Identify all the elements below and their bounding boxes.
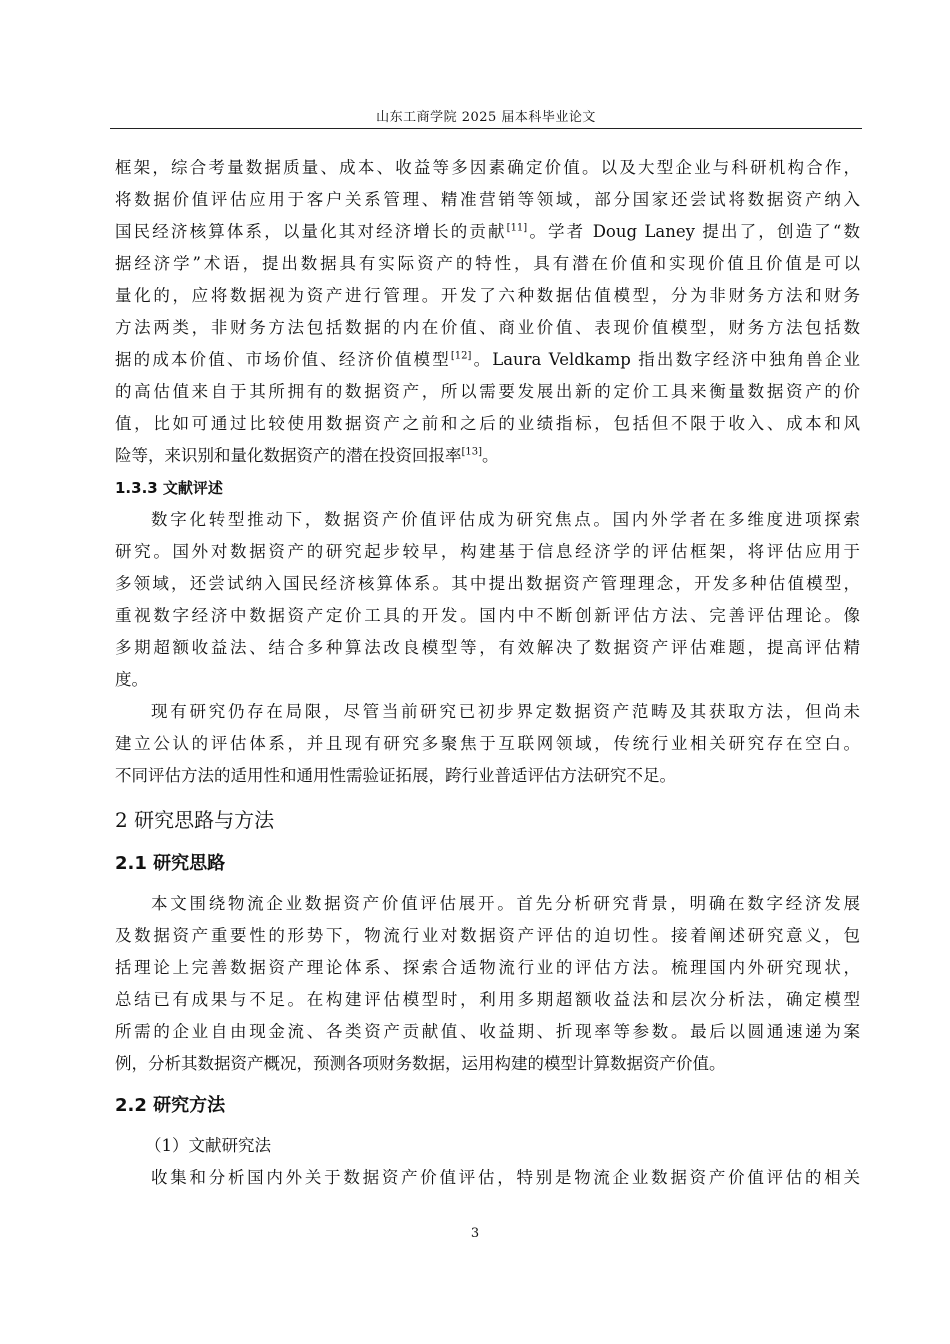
citation-ref: [13] xyxy=(461,446,483,458)
text-line: 度。 xyxy=(115,670,148,689)
text-run: 国民经济核算体系，以量化其对经济增长的贡献 xyxy=(115,222,507,241)
citation-ref: [11] xyxy=(506,222,528,234)
text-run: 。 xyxy=(482,446,499,465)
paragraph xyxy=(115,696,860,792)
text-line: 量化的，应将数据视为资产进行管理。开发了六种数据估值模型，分为非财务方法和财务 xyxy=(115,286,860,305)
page-number: 3 xyxy=(470,1226,480,1241)
running-header: 山东工商学院 2025 届本科毕业论文 xyxy=(376,110,596,125)
text-line: 的高估值来自于其所拥有的数据资产，所以需要发展出新的定价工具来衡量数据资产的价 xyxy=(115,382,860,401)
text-line: 本文围绕物流企业数据资产价值评估展开。首先分析研究背景，明确在数字经济发展 xyxy=(151,894,860,913)
text-line: 收集和分析国内外关于数据资产价值评估，特别是物流企业数据资产价值评估的相关 xyxy=(151,1168,860,1187)
text-line xyxy=(115,344,860,376)
paragraph xyxy=(115,504,860,696)
chapter-heading-2: 2 研究思路与方法 xyxy=(115,808,275,832)
text-line xyxy=(115,216,860,248)
text-line: 框架，综合考量数据质量、成本、收益等多因素确定价值。以及大型企业与科研机构合作， xyxy=(115,158,860,177)
text-line: 重视数字经济中数据资产定价工具的开发。国内中不断创新评估方法、完善评估理论。像 xyxy=(115,606,860,625)
paragraph-continued xyxy=(115,152,860,472)
text-run: 险等，来识别和量化数据资产的潜在投资回报率 xyxy=(115,446,462,465)
text-line: 现有研究仍存在局限，尽管当前研究已初步界定数据资产范畴及其获取方法，但尚未 xyxy=(151,702,860,721)
text-run: 据的成本价值、市场价值、经济价值模型 xyxy=(115,350,451,369)
section-heading-2-1: 2.1 研究思路 xyxy=(115,853,226,874)
text-line: 将数据价值评估应用于客户关系管理、精准营销等领域，部分国家还尝试将数据资产纳入 xyxy=(115,190,860,209)
text-line: 值，比如可通过比较使用数据资产之前和之后的业绩指标，包括但不限于收入、成本和风 xyxy=(115,414,860,433)
header-rule xyxy=(110,128,862,129)
text-line: 据经济学”术语，提出数据具有实际资产的特性，具有潜在价值和实现价值且价值是可以 xyxy=(115,254,860,273)
citation-ref: [12] xyxy=(450,350,472,362)
paragraph xyxy=(115,888,860,1080)
text-line: 例，分析其数据资产概况，预测各项财务数据，运用构建的模型计算数据资产价值。 xyxy=(115,1054,726,1073)
text-line: 总结已有成果与不足。在构建评估模型时，利用多期超额收益法和层次分析法，确定模型 xyxy=(115,990,860,1009)
paragraph xyxy=(115,1130,860,1194)
text-run: 。Laura Veldkamp 指出数字经济中独角兽企业 xyxy=(471,350,861,369)
text-line: 多领域，还尝试纳入国民经济核算体系。其中提出数据资产管理理念，开发多种估值模型， xyxy=(115,574,860,593)
text-line: 多期超额收益法、结合多种算法改良模型等，有效解决了数据资产评估难题，提高评估精 xyxy=(115,638,860,657)
text-line: 所需的企业自由现金流、各类资产贡献值、收益期、折现率等参数。最后以圆通速递为案 xyxy=(115,1022,860,1041)
text-line: 不同评估方法的适用性和通用性需验证拓展，跨行业普适评估方法研究不足。 xyxy=(115,766,676,785)
text-line: 括理论上完善数据资产理论体系、探索合适物流行业的评估方法。梳理国内外研究现状， xyxy=(115,958,860,977)
text-run: 。学者 Doug Laney 提出了，创造了“数 xyxy=(527,222,860,241)
text-line: 方法两类，非财务方法包括数据的内在价值、商业价值、表现价值模型，财务方法包括数 xyxy=(115,318,860,337)
text-line: 及数据资产重要性的形势下，物流行业对数据资产评估的迫切性。接着阐述研究意义，包 xyxy=(115,926,860,945)
text-line: 数字化转型推动下，数据资产价值评估成为研究焦点。国内外学者在多维度进项探索 xyxy=(151,510,860,529)
section-heading-1-3-3: 1.3.3 文献评述 xyxy=(115,479,223,497)
list-item-label: （1）文献研究法 xyxy=(145,1136,271,1155)
text-line xyxy=(115,440,860,472)
section-heading-2-2: 2.2 研究方法 xyxy=(115,1095,226,1116)
text-line: 建立公认的评估体系，并且现有研究多聚焦于互联网领域，传统行业相关研究存在空白。 xyxy=(115,734,860,753)
text-line: 研究。国外对数据资产的研究起步较早，构建基于信息经济学的评估框架，将评估应用于 xyxy=(115,542,860,561)
page-body xyxy=(115,152,860,1194)
